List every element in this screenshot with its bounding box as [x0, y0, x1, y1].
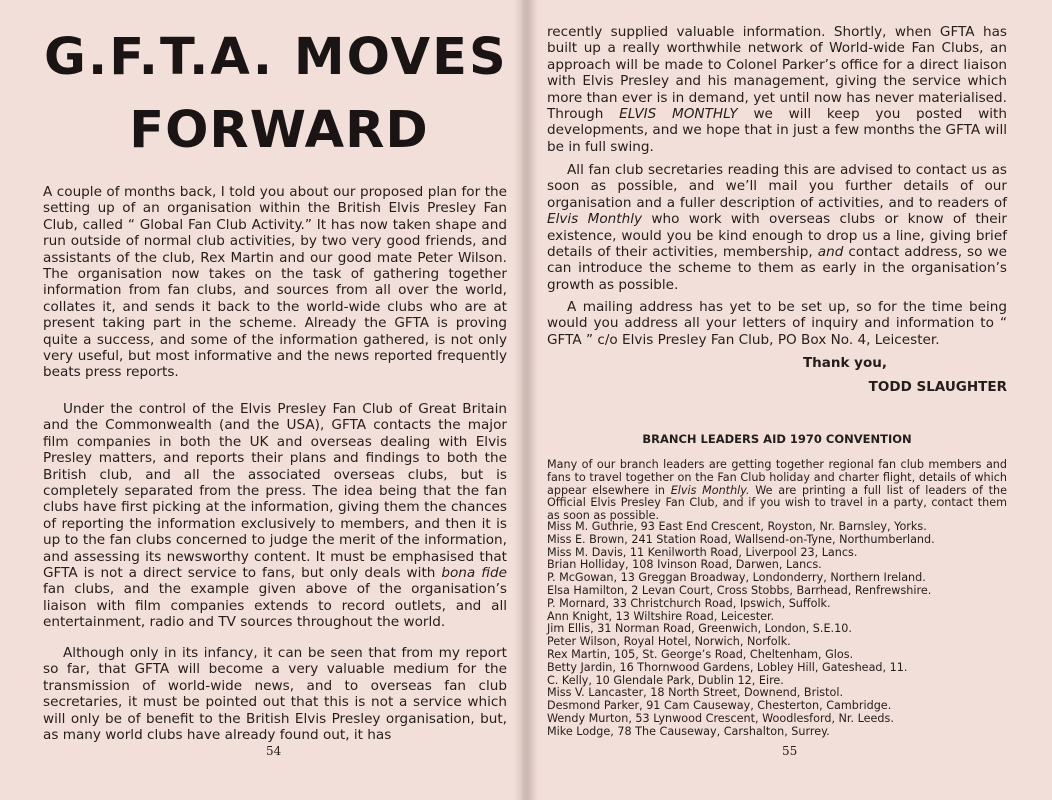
leader-entry: Wendy Murton, 53 Lynwood Crescent, Woodlesford, Nr. Leeds.	[547, 711, 894, 725]
leader-entry: Peter Wilson, Royal Hotel, Norwich, Norfolk.	[547, 635, 791, 649]
leader-entry: Elsa Hamilton, 2 Levan Court, Cross Stobbs, Barrhead, Renfrewshire.	[547, 583, 932, 597]
branch-intro-text-b: We are printing a full list of leaders of the Official Elvis Presley Fan Club, and if you wish to travel in a party, contact them as soon as possible.	[547, 483, 1007, 523]
secretaries-paragraph	[547, 162, 1007, 293]
leader-entry: Betty Jardin, 16 Thornwood Gardens, Lobley Hill, Gateshead, 11.	[547, 660, 908, 674]
secretaries-text-a: All fan club secretaries reading this are advised to contact us as soon as possible, and we’ll mail you further details of our organisation and a fuller description of activities, and to readers of	[547, 162, 1007, 211]
article-title-line-1: G.F.T.A. MOVES	[44, 28, 508, 87]
author-name: TODD SLAUGHTER	[868, 379, 1007, 395]
paragraph-2-italic: bona fide	[441, 565, 507, 582]
leader-entry: P. McGowan, 13 Greggan Broadway, Londonderry, Northern Ireland.	[547, 571, 926, 585]
branch-intro-text-a: Many of our branch leaders are getting together regional fan club members and fans to travel together on the Fan Club holiday and charter flight, details of which appear elsewhere in	[547, 458, 1007, 497]
branch-intro-italic: Elvis Monthly.	[670, 483, 750, 497]
leader-entry: Rex Martin, 105, St. George’s Road, Cheltenham, Glos.	[547, 647, 854, 661]
secretaries-italic-1: Elvis Monthly	[547, 211, 643, 228]
secretaries-text-c: contact address, so we can introduce the scheme to them as early in the organisation’s growth as possible.	[547, 244, 1007, 293]
left-page	[0, 0, 522, 800]
page-number-right: 55	[782, 744, 798, 758]
continued-paragraph	[547, 24, 1007, 155]
leader-entry: Mike Lodge, 78 The Causeway, Carshalton, Surrey.	[547, 724, 830, 738]
article-paragraph-2	[43, 401, 507, 631]
leader-entry: C. Kelly, 10 Glendale Park, Dublin 12, Eire.	[547, 673, 784, 687]
article-paragraph-1: A couple of months back, I told you about our proposed plan for the setting up of an organisation within the British Elvis Presley Fan Club, called “ Global Fan Club Activity.” It has now taken shape and run outside of normal club activities, by two very good friends, and assistants of the club, Rex Martin and our good mate Peter Wilson. The organisation now takes on the task of gathering together information from fan clubs, and sources from all over the world, collates it, and sends it back to the world-wide clubs who are at present taking part in the scheme. Already the GFTA is proving quite a success, and some of the information gathered, is not only very useful, but most informative and the news reported frequently beats press reports.	[43, 184, 507, 381]
sign-off: Thank you,	[802, 355, 887, 371]
page-gutter	[514, 0, 538, 800]
leader-entry: Brian Holliday, 108 Ivinson Road, Darwen, Lancs.	[547, 558, 822, 572]
article-title-line-2: FORWARD	[129, 101, 429, 160]
leader-entry: Desmond Parker, 91 Cam Causeway, Chesterton, Cambridge.	[547, 699, 892, 713]
secretaries-italic-2: and	[817, 244, 844, 261]
page-number-left: 54	[266, 744, 282, 758]
leader-entry: Miss M. Guthrie, 93 East End Crescent, Royston, Nr. Barnsley, Yorks.	[547, 520, 927, 533]
secretaries-text-b: who work with overseas clubs or know of their existence, would you be kind enough to drop us a line, giving brief details of their activities, membership,	[547, 211, 1007, 261]
branch-leaders-list	[547, 521, 1007, 739]
leader-entry: Jim Ellis, 31 Norman Road, Greenwich, London, S.E.10.	[547, 622, 852, 636]
leader-entry: Miss M. Davis, 11 Kenilworth Road, Liverpool 23, Lancs.	[547, 545, 858, 559]
mailing-paragraph: A mailing address has yet to be set up, so for the time being would you address all your letters of inquiry and information to “ GFTA ” c/o Elvis Presley Fan Club, PO Box No. 4, Leicester.	[547, 299, 1007, 348]
branch-heading: BRANCH LEADERS AID 1970 CONVENTION	[642, 432, 912, 446]
continued-text-a: recently supplied valuable information. Shortly, when GFTA has built up a really worthwhile network of World-wide Fan Clubs, an approach will be made to Colonel Parker’s office for a direct liaison with Elvis Presley and his management, giving the service which more than ever is in demand, yet until now has never materialised. Through	[547, 24, 1007, 123]
leader-entry: Miss V. Lancaster, 18 North Street, Downend, Bristol.	[547, 686, 844, 700]
leader-entry: P. Mornard, 33 Christchurch Road, Ipswich, Suffolk.	[547, 596, 831, 610]
leader-entry: Ann Knight, 13 Wiltshire Road, Leicester.	[547, 609, 775, 623]
branch-intro	[547, 459, 1007, 523]
continued-italic: ELVIS MONTHLY	[619, 106, 738, 123]
paragraph-2-text-a: Under the control of the Elvis Presley Fan Club of Great Britain and the Commonwealth (and the USA), GFTA contacts the major film companies in both the UK and overseas dealing with Elvis Presley matters, and reports their plans and findings to both the British club, and all the associated overseas clubs, but is completely separated from the press. The idea being that the fan clubs have first picking at the information, giving them the chances of reporting the information exclusively to members, and then it is up to the fan clubs concerned to judge the merit of the information, and assessing its newsworthy content. It must be emphasised that GFTA is not a direct service to fans, but only deals with	[43, 401, 507, 582]
leader-entry: Miss E. Brown, 241 Station Road, Wallsend-on-Tyne, Northumberland.	[547, 532, 935, 546]
continued-text-b: we will keep you posted with developments, and we hope that in just a few months the GFTA will be in full swing.	[547, 106, 1007, 155]
paragraph-2-text-b: fan clubs, and the example given above of the organisation’s liaison with film companies extends to record outlets, and all entertainment, radio and TV sources throughout the world.	[43, 581, 507, 631]
article-paragraph-3: Although only in its infancy, it can be seen that from my report so far, that GFTA will become a very valuable medium for the transmission of world-wide news, and to overseas fan club secretaries, it must be pointed out that this is not a service which will only be of benefit to the British Elvis Presley organisation, but, as many world clubs have already found out, it has	[43, 645, 507, 744]
